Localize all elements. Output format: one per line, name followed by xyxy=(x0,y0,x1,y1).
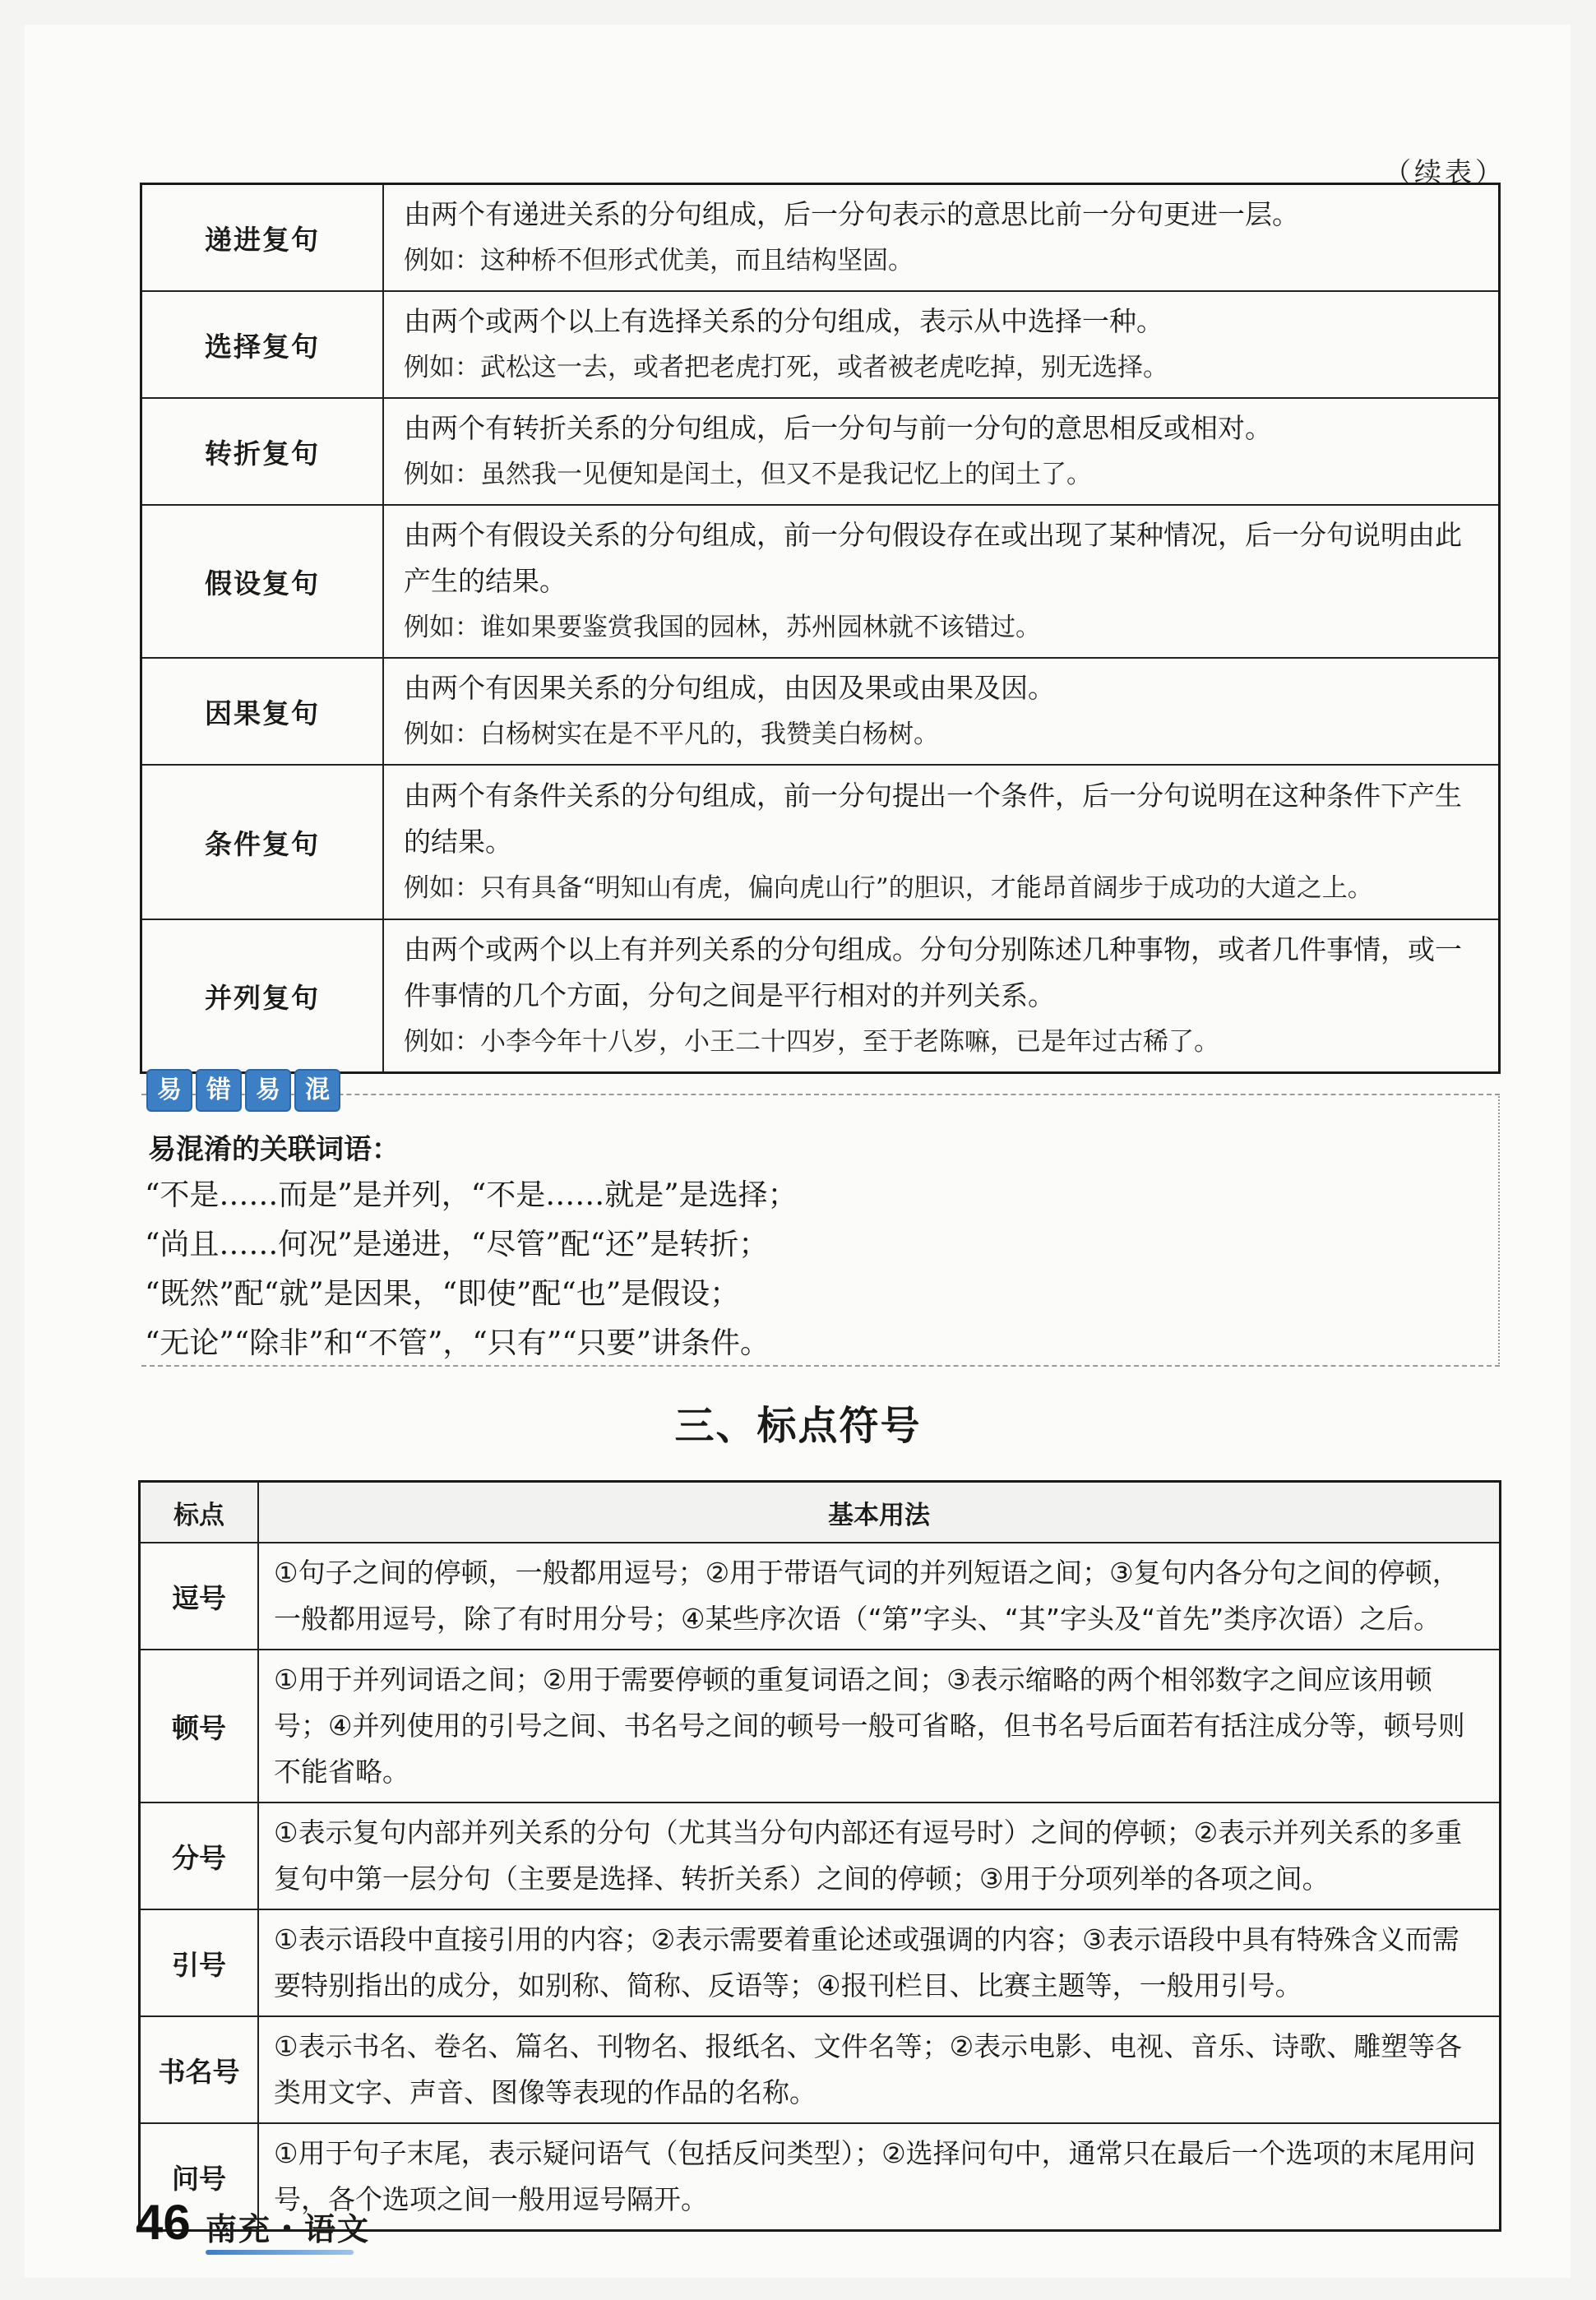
sentence-type-example: 例如：白杨树实在是不平凡的，我赞美白杨树。 xyxy=(404,720,939,749)
sentence-type-example: 例如：武松这一去，或者把老虎打死，或者被老虎吃掉，别无选择。 xyxy=(404,353,1168,382)
sentence-type-name: 选择复句 xyxy=(141,291,384,398)
tip-badge-char: 错 xyxy=(196,1069,242,1112)
punctuation-mark: 书名号 xyxy=(140,2016,259,2123)
punctuation-mark: 分号 xyxy=(140,1803,259,1909)
table-header-row xyxy=(140,1482,1501,1543)
table-row xyxy=(140,1909,1501,2016)
table-row xyxy=(141,505,1500,658)
sentence-type-example: 例如：小李今年十八岁，小王二十四岁，至于老陈嘛，已是年过古稀了。 xyxy=(404,1027,1219,1057)
sentence-type-name: 因果复句 xyxy=(141,658,384,765)
sentence-type-definition: 由两个或两个以上有并列关系的分句组成。分句分别陈述几种事物，或者几件事情，或一件事情的几个方面，分句之间是平行相对的并列关系。 xyxy=(404,933,1462,1011)
table-row xyxy=(140,1803,1501,1909)
sentence-type-desc xyxy=(383,184,1500,292)
footer-accent-bar xyxy=(206,2250,354,2255)
table-row xyxy=(141,919,1500,1073)
punctuation-usage: ①句子之间的停顿，一般都用逗号；②用于带语气词的并列短语之间；③复句内各分句之间的停顿，一般都用逗号，除了有时用分号；④某些序次语（“第”字头、“其”字头及“首先”类序次语）之后。 xyxy=(258,1543,1501,1650)
punctuation-mark: 顿号 xyxy=(140,1650,259,1803)
sentence-type-desc xyxy=(383,291,1500,398)
page-number: 46 xyxy=(136,2195,191,2250)
sentence-type-example: 例如：谁如果要鉴赏我国的园林，苏州园林就不该错过。 xyxy=(404,613,1041,642)
sentence-type-definition: 由两个或两个以上有选择关系的分句组成，表示从中选择一种。 xyxy=(404,305,1163,337)
sentence-type-definition: 由两个有递进关系的分句组成，后一分句表示的意思比前一分句更进一层。 xyxy=(404,198,1299,230)
tip-line: “既然”配“就”是因果，“即使”配“也”是假设； xyxy=(145,1277,740,1311)
tip-badge-char: 混 xyxy=(294,1069,340,1112)
sentence-type-desc xyxy=(383,505,1500,658)
tip-badge xyxy=(146,1069,340,1110)
punctuation-usage: ①表示复句内部并列关系的分句（尤其当分句内部还有逗号时）之间的停顿；②表示并列关系的多重复句中第一层分句（主要是选择、转折关系）之间的停顿；③用于分项列举的各项之间。 xyxy=(258,1803,1501,1909)
punctuation-mark: 逗号 xyxy=(140,1543,259,1650)
sentence-type-name: 转折复句 xyxy=(141,398,384,505)
sentence-type-name: 假设复句 xyxy=(141,505,384,658)
sentence-type-example: 例如：只有具备“明知山有虎，偏向虎山行”的胆识，才能昂首阔步于成功的大道之上。 xyxy=(404,873,1373,903)
book-title: 南充・语文 xyxy=(206,2211,371,2247)
sentence-type-name: 并列复句 xyxy=(141,919,384,1073)
tip-title: 易混淆的关联词语： xyxy=(148,1133,400,1166)
sentence-type-name: 递进复句 xyxy=(141,184,384,292)
punctuation-mark: 问号 xyxy=(140,2123,259,2231)
tip-line: “无论”“除非”和“不管”，“只有”“只要”讲条件。 xyxy=(145,1326,770,1360)
sentence-type-definition: 由两个有因果关系的分句组成，由因及果或由果及因。 xyxy=(404,672,1055,704)
table-row xyxy=(141,658,1500,765)
compound-sentence-table xyxy=(140,183,1501,1074)
table-row xyxy=(140,2016,1501,2123)
table-row xyxy=(140,1650,1501,1803)
table-row xyxy=(140,1543,1501,1650)
sentence-type-example: 例如：虽然我一见便知是闰土，但又不是我记忆上的闰土了。 xyxy=(404,460,1092,489)
table-row xyxy=(141,398,1500,505)
sentence-type-desc xyxy=(383,398,1500,505)
tip-line: “不是……而是”是并列，“不是……就是”是选择； xyxy=(145,1178,798,1212)
sentence-type-definition: 由两个有转折关系的分句组成，后一分句与前一分句的意思相反或相对。 xyxy=(404,412,1272,444)
sentence-type-example: 例如：这种桥不但形式优美，而且结构坚固。 xyxy=(404,246,914,275)
sentence-type-definition: 由两个有假设关系的分句组成，前一分句假设存在或出现了某种情况，后一分句说明由此产生的结果。 xyxy=(404,519,1462,597)
punctuation-usage: ①表示语段中直接引用的内容；②表示需要着重论述或强调的内容；③表示语段中具有特殊含义而需要特别指出的成分，如别称、简称、反语等；④报刊栏目、比赛主题等，一般用引号。 xyxy=(258,1909,1501,2016)
header-usage: 基本用法 xyxy=(258,1482,1501,1543)
sentence-type-name: 条件复句 xyxy=(141,765,384,919)
sentence-type-definition: 由两个有条件关系的分句组成，前一分句提出一个条件，后一分句说明在这种条件下产生的结果。 xyxy=(404,780,1462,858)
punctuation-usage: ①用于并列词语之间；②用于需要停顿的重复词语之间；③表示缩略的两个相邻数字之间应该用顿号；④并列使用的引号之间、书名号之间的顿号一般可省略，但书名号后面若有括注成分等，顿号则不能省略。 xyxy=(258,1650,1501,1803)
continued-label: （续表） xyxy=(1384,156,1506,188)
header-mark: 标点 xyxy=(140,1482,259,1543)
table-row xyxy=(141,765,1500,919)
table-row xyxy=(141,291,1500,398)
table-row xyxy=(141,184,1500,292)
sentence-type-desc xyxy=(383,765,1500,919)
punctuation-mark: 引号 xyxy=(140,1909,259,2016)
sentence-type-desc xyxy=(383,919,1500,1073)
punctuation-table xyxy=(138,1480,1501,2232)
tip-line: “尚且……何况”是递进，“尽管”配“还”是转折； xyxy=(145,1228,769,1261)
punctuation-usage: ①用于句子末尾，表示疑问语气（包括反问类型）；②选择问句中，通常只在最后一个选项的末尾用问号，各个选项之间一般用逗号隔开。 xyxy=(258,2123,1501,2231)
sentence-type-desc xyxy=(383,658,1500,765)
tip-badge-char: 易 xyxy=(245,1069,291,1112)
section-title: 三、标点符号 xyxy=(674,1403,922,1449)
tip-badge-char: 易 xyxy=(146,1069,192,1112)
punctuation-usage: ①表示书名、卷名、篇名、刊物名、报纸名、文件名等；②表示电影、电视、音乐、诗歌、雕塑等各类用文字、声音、图像等表现的作品的名称。 xyxy=(258,2016,1501,2123)
